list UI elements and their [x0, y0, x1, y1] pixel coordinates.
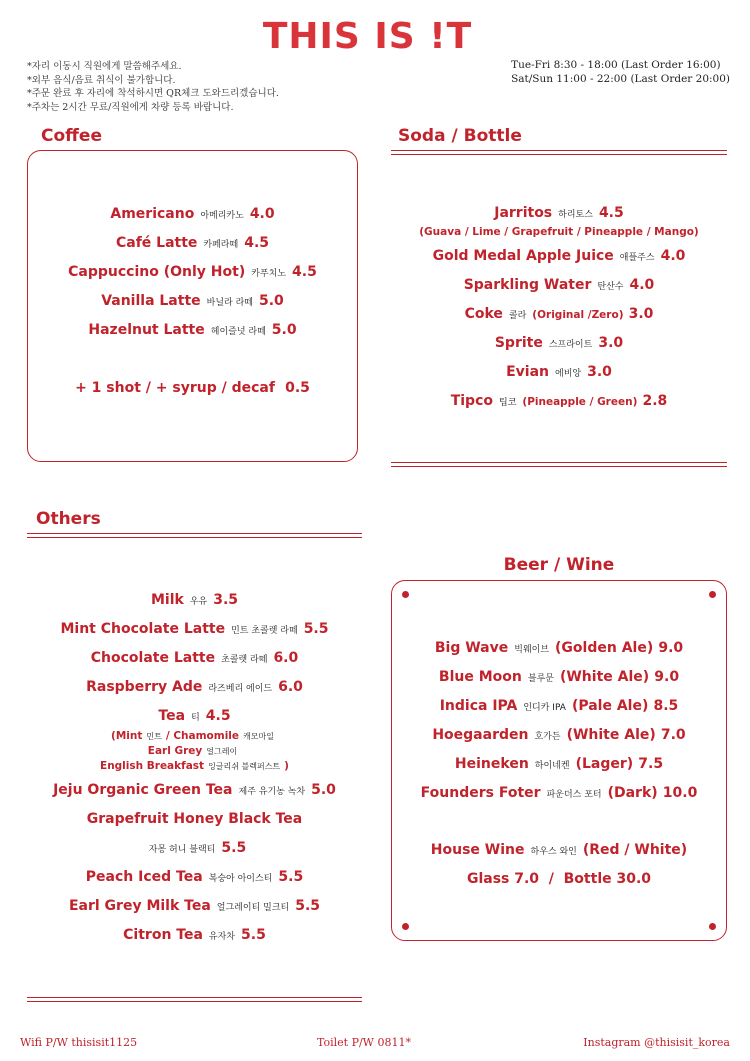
item-name: Café Latte — [115, 235, 198, 251]
item-name: Heineken — [454, 756, 529, 772]
item-name-ko: 카푸치노 — [251, 269, 287, 279]
menu-item — [391, 390, 727, 409]
menu-item — [392, 753, 726, 772]
item-name-ko: 팁코 — [499, 398, 517, 408]
menu-item — [392, 637, 726, 656]
item-type: (Lager) — [575, 756, 634, 772]
item-name-ko: 초콜렛 라떼 — [221, 655, 268, 665]
item-name: Indica IPA — [439, 698, 518, 714]
tea-options: Earl Grey 얼그레이 — [147, 745, 238, 757]
notice-list — [27, 60, 279, 114]
corner-dot — [402, 591, 409, 598]
item-type: (Pale Ale) — [571, 698, 649, 714]
item-price: 3.5 — [213, 592, 239, 608]
item-name-ko: 빅웨이브 — [514, 645, 550, 655]
item-name: Coke — [464, 306, 503, 322]
item-name: Chocolate Latte — [90, 650, 216, 666]
menu-item-sub — [27, 837, 362, 856]
menu-item — [391, 332, 727, 351]
item-type: (White Ale) — [566, 727, 656, 743]
menu-item — [392, 666, 726, 685]
extra-price: 0.5 — [285, 380, 310, 396]
item-type: (Golden Ale) — [555, 640, 654, 656]
menu-item — [392, 724, 726, 743]
item-price: 5.5 — [303, 621, 329, 637]
item-name: Hazelnut Latte — [88, 322, 205, 338]
menu-item — [28, 261, 357, 280]
instagram-handle: Instagram @thisisit_korea — [583, 1036, 730, 1049]
wine-prices: Glass 7.0 / Bottle 30.0 — [466, 871, 652, 887]
menu-item — [27, 618, 362, 637]
item-name: Blue Moon — [438, 669, 522, 685]
others-title: Others — [36, 509, 101, 529]
item-name: Sprite — [494, 335, 543, 351]
item-price: 2.8 — [642, 393, 668, 409]
item-name-ko: 콜라 — [508, 311, 527, 321]
item-name-ko: 호가든 — [534, 732, 561, 742]
item-name: House Wine — [430, 842, 525, 858]
item-price: 5.0 — [311, 782, 336, 798]
item-name: Vanilla Latte — [101, 293, 201, 309]
item-note: (Original /Zero) — [532, 309, 624, 321]
item-price: 7.0 — [660, 727, 686, 743]
item-name: Milk — [150, 592, 184, 608]
item-price: 4.0 — [660, 248, 686, 264]
item-price: 3.0 — [628, 306, 654, 322]
corner-dot — [402, 923, 409, 930]
menu-item — [28, 232, 357, 251]
menu-item — [28, 290, 357, 309]
notice-item: *주문 완료 후 자리에 착석하시면 QR체크 도와드리겠습니다. — [27, 88, 279, 99]
item-price: 3.0 — [587, 364, 612, 380]
item-price: 4.5 — [292, 264, 317, 280]
item-price: 4.5 — [205, 708, 231, 724]
page-title: THIS IS !T — [262, 16, 473, 57]
menu-item — [27, 866, 362, 885]
item-name-ko: 제주 유기농 녹차 — [238, 787, 306, 797]
notice-item: *외부 음식/음료 취식이 불가합니다. — [27, 74, 176, 86]
item-name-ko: 티 — [191, 713, 200, 723]
menu-item — [391, 245, 727, 264]
item-name: Peach Iced Tea — [85, 869, 203, 885]
item-price: 5.0 — [258, 293, 284, 309]
item-name-ko: 복숭아 아이스티 — [208, 874, 273, 884]
item-price: 4.0 — [249, 206, 275, 222]
item-price: 4.5 — [598, 205, 624, 221]
item-name: Earl Grey Milk Tea — [68, 898, 211, 914]
menu-item — [392, 695, 726, 714]
item-name-ko: 블루문 — [527, 674, 554, 684]
item-name-ko: 아메리카노 — [200, 211, 244, 221]
menu-item — [391, 303, 727, 322]
divider — [391, 462, 727, 467]
soda-title: Soda / Bottle — [398, 126, 522, 146]
item-type: (White Ale) — [559, 669, 650, 685]
item-name-ko: 자몽 허니 블랙티 — [148, 845, 216, 855]
item-name: Founders Foter — [420, 785, 541, 801]
item-name: Tipco — [450, 393, 493, 409]
item-price: 4.0 — [629, 277, 655, 293]
item-name-ko: 에비앙 — [555, 369, 582, 379]
menu-item — [27, 895, 362, 914]
soda-section — [391, 150, 727, 462]
item-price: 10.0 — [662, 785, 698, 801]
beer-title: Beer / Wine — [503, 555, 615, 575]
menu-item — [28, 203, 357, 222]
extra-label: + 1 shot / + syrup / decaf — [75, 380, 275, 396]
item-price: 9.0 — [654, 669, 680, 685]
menu-item — [27, 647, 362, 666]
menu-item — [27, 589, 362, 608]
menu-item — [28, 319, 357, 338]
item-name-ko: 바닐라 라떼 — [206, 298, 253, 308]
item-price: 5.5 — [241, 927, 266, 943]
item-name: Sparkling Water — [463, 277, 592, 293]
item-name-ko: 하리토스 — [558, 210, 593, 220]
item-price: 5.5 — [278, 869, 304, 885]
item-note: (Pineapple / Green) — [522, 396, 638, 408]
notice-item: *자리 이동시 직원에게 말씀해주세요. — [27, 61, 182, 72]
corner-dot — [709, 923, 716, 930]
item-price: 3.0 — [598, 335, 624, 351]
beer-box — [391, 580, 727, 941]
toilet-password: Toilet P/W 0811* — [317, 1036, 411, 1049]
item-name: Gold Medal Apple Juice — [432, 248, 614, 264]
item-price: 5.0 — [271, 322, 297, 338]
notice-item: *주차는 2시간 무료/직원에게 차량 등록 바랍니다. — [27, 101, 234, 113]
divider — [27, 997, 362, 1002]
item-price: 5.5 — [221, 840, 247, 856]
item-name: Evian — [506, 364, 549, 380]
item-name-ko: 애플주스 — [619, 253, 655, 263]
menu-item — [391, 202, 727, 221]
coffee-title: Coffee — [41, 126, 102, 146]
item-name-ko: 탄산수 — [597, 282, 624, 292]
item-name: Raspberry Ade — [86, 679, 203, 695]
item-price: 5.5 — [295, 898, 321, 914]
item-name: Tea — [158, 708, 186, 724]
item-name: Big Wave — [434, 640, 509, 656]
menu-item — [27, 676, 362, 695]
item-name-ko: 헤이즐넛 라떼 — [210, 327, 266, 337]
opening-hours — [511, 58, 730, 86]
item-name: Jarritos — [494, 205, 553, 221]
menu-item — [392, 782, 726, 801]
tea-options: (Mint 민트 / Chamomile 캐모마일 — [111, 730, 274, 742]
item-name-ko: 하이네켄 — [534, 761, 570, 771]
corner-dot — [709, 591, 716, 598]
item-price: 9.0 — [658, 640, 684, 656]
item-name-ko: 우유 — [189, 597, 208, 607]
menu-item — [27, 705, 362, 724]
item-name-ko: 파운더스 포터 — [546, 790, 602, 800]
item-name: Grapefruit Honey Black Tea — [86, 811, 303, 827]
menu-item — [27, 924, 362, 943]
item-name-ko: 인디카 IPA — [523, 703, 566, 713]
item-name: Americano — [110, 206, 195, 222]
item-name-ko: 하우스 와인 — [530, 847, 577, 857]
tea-options: English Breakfast 잉글리쉬 블렉퍼스트 ) — [100, 760, 289, 772]
item-price: 6.0 — [278, 679, 303, 695]
hours-weekend: Sat/Sun 11:00 - 22:00 (Last Order 20:00) — [511, 73, 730, 85]
item-name-ko: 얼그레이티 밀크티 — [216, 903, 290, 913]
extra-options — [28, 377, 357, 396]
menu-item — [391, 274, 727, 293]
item-name-ko: 스프라이트 — [548, 340, 593, 350]
item-name: Mint Chocolate Latte — [60, 621, 226, 637]
item-name: Hoegaarden — [432, 727, 529, 743]
item-name-ko: 유자차 — [208, 932, 236, 942]
wifi-password: Wifi P/W thisisit1125 — [20, 1036, 138, 1049]
item-price: 8.5 — [653, 698, 679, 714]
others-section — [27, 533, 362, 993]
item-name: Cappuccino (Only Hot) — [68, 264, 246, 280]
menu-item — [27, 779, 362, 798]
item-price: 6.0 — [273, 650, 299, 666]
menu-item — [27, 808, 362, 827]
item-type: (Dark) — [607, 785, 658, 801]
item-name-ko: 카페라떼 — [203, 240, 239, 250]
item-name-ko: 민트 초콜렛 라떼 — [231, 626, 298, 636]
item-price: 4.5 — [244, 235, 270, 251]
item-flavors: (Guava / Lime / Grapefruit / Pineapple / Mango) — [419, 226, 699, 238]
coffee-box — [27, 150, 358, 462]
menu-item — [391, 361, 727, 380]
menu-item — [392, 839, 726, 858]
item-name: Citron Tea — [123, 927, 203, 943]
item-name: Jeju Organic Green Tea — [53, 782, 233, 798]
item-name-ko: 라즈베리 에이드 — [208, 684, 273, 694]
hours-weekday: Tue-Fri 8:30 - 18:00 (Last Order 16:00) — [511, 59, 721, 71]
item-price: 7.5 — [638, 756, 664, 772]
item-type: (Red / White) — [582, 842, 688, 858]
